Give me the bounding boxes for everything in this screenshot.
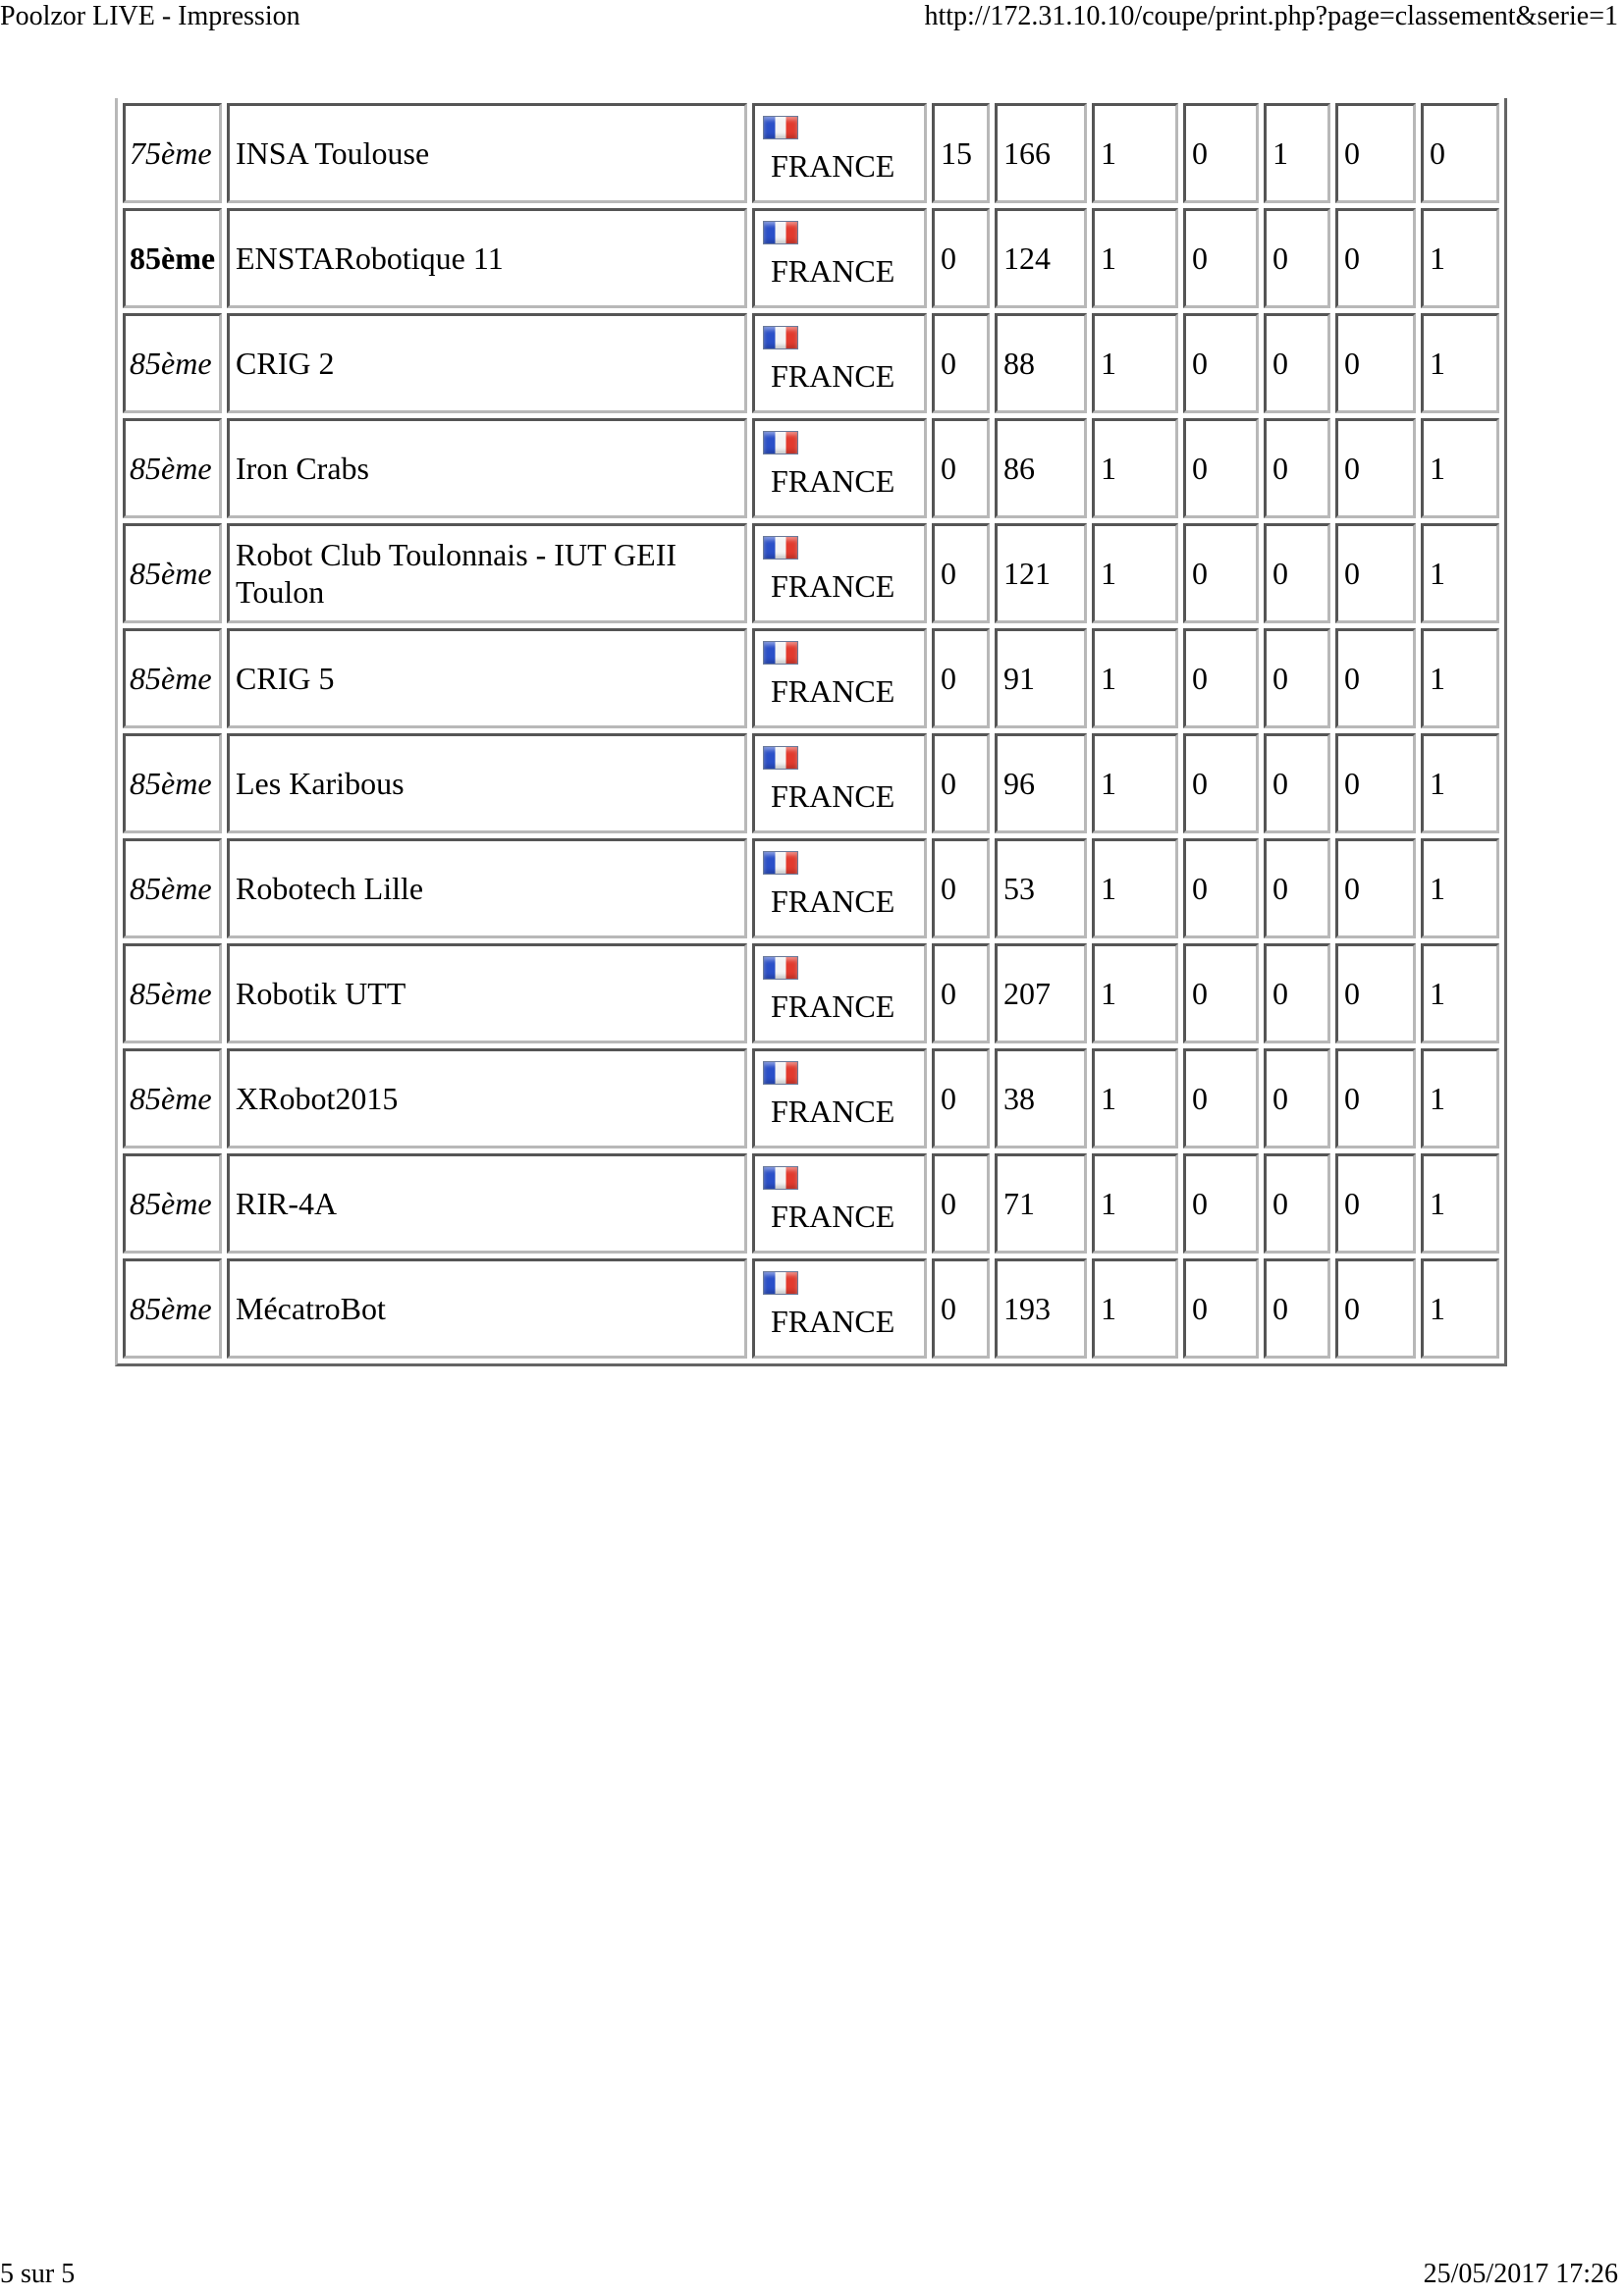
table-row <box>123 418 1499 518</box>
stat-cell-4: 0 <box>1183 103 1259 203</box>
france-flag-icon <box>763 326 798 349</box>
country-cell <box>752 733 927 833</box>
stat-cell-7: 1 <box>1421 733 1499 833</box>
france-flag-icon <box>763 221 798 244</box>
stat-cell-5: 0 <box>1264 1153 1330 1254</box>
france-flag-icon <box>763 746 798 770</box>
france-flag-icon <box>763 1061 798 1085</box>
stat-cell-3: 1 <box>1092 103 1178 203</box>
table-row <box>123 313 1499 413</box>
stat-cell-5: 0 <box>1264 733 1330 833</box>
stat-cell-5: 0 <box>1264 313 1330 413</box>
stat-cell-1: 0 <box>932 1258 990 1359</box>
stat-cell-6: 0 <box>1335 1153 1416 1254</box>
country-name: FRANCE <box>771 568 895 604</box>
stat-cell-3: 1 <box>1092 1153 1178 1254</box>
team-name-cell: Robotech Lille <box>227 838 747 938</box>
france-flag-icon <box>763 956 798 980</box>
rank-cell: 85ème <box>123 1048 222 1148</box>
stat-cell-2: 91 <box>995 628 1087 728</box>
country-cell <box>752 1048 927 1148</box>
team-name-cell: MécatroBot <box>227 1258 747 1359</box>
stat-cell-6: 0 <box>1335 208 1416 308</box>
country-cell <box>752 208 927 308</box>
stat-cell-7: 1 <box>1421 1153 1499 1254</box>
rank-cell: 85ème <box>123 523 222 623</box>
stat-cell-5: 0 <box>1264 943 1330 1043</box>
rank-cell: 75ème <box>123 103 222 203</box>
stat-cell-5: 0 <box>1264 208 1330 308</box>
stat-cell-1: 0 <box>932 1153 990 1254</box>
france-flag-icon <box>763 851 798 875</box>
rank-cell: 85ème <box>123 1153 222 1254</box>
country-name: FRANCE <box>771 778 895 814</box>
stat-cell-1: 0 <box>932 523 990 623</box>
stat-cell-3: 1 <box>1092 733 1178 833</box>
stat-cell-2: 121 <box>995 523 1087 623</box>
country-cell <box>752 418 927 518</box>
stat-cell-2: 96 <box>995 733 1087 833</box>
stat-cell-4: 0 <box>1183 313 1259 413</box>
stat-cell-2: 88 <box>995 313 1087 413</box>
team-name-cell: Robot Club Toulonnais - IUT GEII Toulon <box>227 523 747 623</box>
table-row <box>123 208 1499 308</box>
team-name-cell: RIR-4A <box>227 1153 747 1254</box>
country-cell <box>752 1153 927 1254</box>
table-row <box>123 523 1499 623</box>
country-name: FRANCE <box>771 358 895 394</box>
rank-cell: 85ème <box>123 733 222 833</box>
stat-cell-2: 207 <box>995 943 1087 1043</box>
country-name: FRANCE <box>771 1304 895 1339</box>
page-header-url: http://172.31.10.10/coupe/print.php?page=classement&serie=1 <box>924 1 1618 31</box>
stat-cell-3: 1 <box>1092 313 1178 413</box>
country-cell <box>752 103 927 203</box>
france-flag-icon <box>763 641 798 665</box>
stat-cell-6: 0 <box>1335 103 1416 203</box>
stat-cell-5: 1 <box>1264 103 1330 203</box>
stat-cell-6: 0 <box>1335 523 1416 623</box>
stat-cell-7: 1 <box>1421 208 1499 308</box>
stat-cell-1: 0 <box>932 208 990 308</box>
rank-cell: 85ème <box>123 313 222 413</box>
france-flag-icon <box>763 1271 798 1295</box>
stat-cell-2: 86 <box>995 418 1087 518</box>
stat-cell-1: 0 <box>932 628 990 728</box>
stat-cell-7: 1 <box>1421 1258 1499 1359</box>
team-name-cell: CRIG 5 <box>227 628 747 728</box>
country-name: FRANCE <box>771 253 895 289</box>
ranking-table-body <box>123 103 1499 1359</box>
stat-cell-4: 0 <box>1183 838 1259 938</box>
country-name: FRANCE <box>771 988 895 1024</box>
stat-cell-4: 0 <box>1183 1048 1259 1148</box>
stat-cell-6: 0 <box>1335 418 1416 518</box>
team-name-cell: ENSTARobotique 11 <box>227 208 747 308</box>
page-header-title: Poolzor LIVE - Impression <box>0 1 300 31</box>
country-cell <box>752 523 927 623</box>
stat-cell-4: 0 <box>1183 418 1259 518</box>
stat-cell-7: 0 <box>1421 103 1499 203</box>
stat-cell-5: 0 <box>1264 1258 1330 1359</box>
stat-cell-3: 1 <box>1092 838 1178 938</box>
country-name: FRANCE <box>771 883 895 919</box>
table-row <box>123 103 1499 203</box>
stat-cell-5: 0 <box>1264 838 1330 938</box>
stat-cell-7: 1 <box>1421 943 1499 1043</box>
stat-cell-3: 1 <box>1092 418 1178 518</box>
stat-cell-6: 0 <box>1335 733 1416 833</box>
country-name: FRANCE <box>771 673 895 709</box>
page-footer-timestamp: 25/05/2017 17:26 <box>1423 2259 1618 2289</box>
stat-cell-4: 0 <box>1183 943 1259 1043</box>
stat-cell-1: 0 <box>932 733 990 833</box>
stat-cell-7: 1 <box>1421 418 1499 518</box>
stat-cell-5: 0 <box>1264 1048 1330 1148</box>
stat-cell-3: 1 <box>1092 1258 1178 1359</box>
stat-cell-2: 166 <box>995 103 1087 203</box>
stat-cell-6: 0 <box>1335 838 1416 938</box>
team-name-cell: Iron Crabs <box>227 418 747 518</box>
stat-cell-2: 124 <box>995 208 1087 308</box>
france-flag-icon <box>763 116 798 139</box>
team-name-cell: INSA Toulouse <box>227 103 747 203</box>
ranking-table <box>115 98 1507 1366</box>
stat-cell-3: 1 <box>1092 628 1178 728</box>
stat-cell-6: 0 <box>1335 943 1416 1043</box>
stat-cell-5: 0 <box>1264 523 1330 623</box>
stat-cell-5: 0 <box>1264 418 1330 518</box>
stat-cell-1: 0 <box>932 313 990 413</box>
stat-cell-7: 1 <box>1421 838 1499 938</box>
country-cell <box>752 1258 927 1359</box>
page-footer-pagination: 5 sur 5 <box>0 2259 76 2289</box>
rank-cell: 85ème <box>123 208 222 308</box>
stat-cell-6: 0 <box>1335 313 1416 413</box>
country-cell <box>752 943 927 1043</box>
team-name-cell: Robotik UTT <box>227 943 747 1043</box>
stat-cell-1: 0 <box>932 943 990 1043</box>
stat-cell-2: 193 <box>995 1258 1087 1359</box>
stat-cell-6: 0 <box>1335 1048 1416 1148</box>
rank-cell: 85ème <box>123 418 222 518</box>
table-row <box>123 838 1499 938</box>
country-name: FRANCE <box>771 148 895 184</box>
stat-cell-1: 0 <box>932 1048 990 1148</box>
rank-cell: 85ème <box>123 1258 222 1359</box>
country-cell <box>752 628 927 728</box>
stat-cell-4: 0 <box>1183 523 1259 623</box>
country-name: FRANCE <box>771 463 895 499</box>
stat-cell-2: 38 <box>995 1048 1087 1148</box>
country-name: FRANCE <box>771 1094 895 1129</box>
stat-cell-4: 0 <box>1183 1153 1259 1254</box>
rank-cell: 85ème <box>123 943 222 1043</box>
stat-cell-4: 0 <box>1183 208 1259 308</box>
team-name-cell: Les Karibous <box>227 733 747 833</box>
stat-cell-4: 0 <box>1183 733 1259 833</box>
stat-cell-4: 0 <box>1183 628 1259 728</box>
stat-cell-3: 1 <box>1092 943 1178 1043</box>
rank-cell: 85ème <box>123 628 222 728</box>
country-cell <box>752 838 927 938</box>
table-row <box>123 1048 1499 1148</box>
stat-cell-7: 1 <box>1421 313 1499 413</box>
stat-cell-6: 0 <box>1335 628 1416 728</box>
stat-cell-1: 15 <box>932 103 990 203</box>
france-flag-icon <box>763 1166 798 1190</box>
team-name-cell: XRobot2015 <box>227 1048 747 1148</box>
stat-cell-3: 1 <box>1092 523 1178 623</box>
stat-cell-2: 71 <box>995 1153 1087 1254</box>
stat-cell-4: 0 <box>1183 1258 1259 1359</box>
table-row <box>123 628 1499 728</box>
stat-cell-1: 0 <box>932 838 990 938</box>
stat-cell-1: 0 <box>932 418 990 518</box>
country-cell <box>752 313 927 413</box>
table-row <box>123 1258 1499 1359</box>
country-name: FRANCE <box>771 1199 895 1234</box>
stat-cell-7: 1 <box>1421 1048 1499 1148</box>
table-row <box>123 1153 1499 1254</box>
team-name-cell: CRIG 2 <box>227 313 747 413</box>
stat-cell-3: 1 <box>1092 208 1178 308</box>
stat-cell-6: 0 <box>1335 1258 1416 1359</box>
stat-cell-7: 1 <box>1421 628 1499 728</box>
table-row <box>123 943 1499 1043</box>
rank-cell: 85ème <box>123 838 222 938</box>
stat-cell-5: 0 <box>1264 628 1330 728</box>
stat-cell-7: 1 <box>1421 523 1499 623</box>
stat-cell-3: 1 <box>1092 1048 1178 1148</box>
stat-cell-2: 53 <box>995 838 1087 938</box>
france-flag-icon <box>763 536 798 560</box>
table-row <box>123 733 1499 833</box>
france-flag-icon <box>763 431 798 454</box>
